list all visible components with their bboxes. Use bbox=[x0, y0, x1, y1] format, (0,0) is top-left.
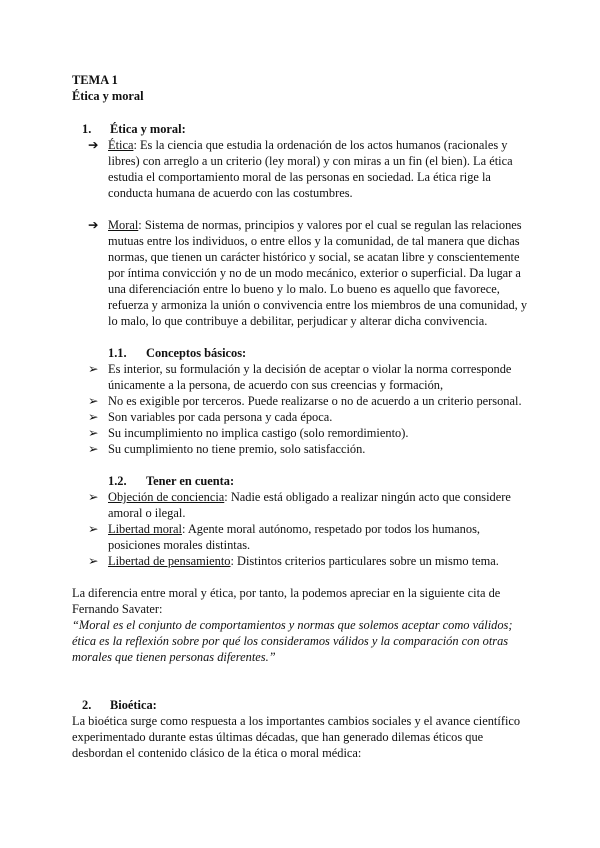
subsection-1-2-heading bbox=[108, 473, 234, 489]
subsection-1-1-number: 1.1. bbox=[108, 346, 127, 360]
triangle-bullet-icon: ➢ bbox=[88, 490, 99, 504]
section-2-number: 2. bbox=[82, 698, 92, 712]
list-item bbox=[88, 521, 528, 553]
list-item-text: Es interior, su formulación y la decisión de aceptar o violar la norma corresponde únicamente a la persona, de acuerdo con sus creencias y formación, bbox=[108, 362, 512, 392]
list-item-text: : Agente moral autónomo, respetado por todos los humanos, posiciones morales distintas. bbox=[108, 522, 480, 552]
list-item bbox=[88, 553, 528, 569]
arrow-right-icon: ➔ bbox=[88, 138, 99, 152]
list-item-text: : Nadie está obligado a realizar ningún acto que considere amoral o ilegal. bbox=[108, 490, 511, 520]
list-item-term: Objeción de conciencia bbox=[108, 490, 225, 504]
list-item bbox=[88, 393, 528, 409]
triangle-bullet-icon: ➢ bbox=[88, 362, 99, 376]
savater-intro: La diferencia entre moral y ética, por tanto, la podemos apreciar en la siguiente cita de Fernando Savater: bbox=[72, 586, 501, 616]
definition-etica-term: Ética bbox=[108, 138, 134, 152]
section-2-title: Bioética: bbox=[110, 698, 157, 712]
subsection-1-1-title: Conceptos básicos: bbox=[146, 346, 247, 360]
section-1-heading bbox=[72, 121, 528, 137]
list-item bbox=[88, 489, 528, 521]
triangle-bullet-icon: ➢ bbox=[88, 410, 99, 424]
list-item-term: Libertad de pensamiento bbox=[108, 554, 231, 568]
section-1-number: 1. bbox=[82, 122, 92, 136]
triangle-bullet-icon: ➢ bbox=[88, 522, 99, 536]
definition-moral bbox=[88, 217, 528, 329]
list-item-text: No es exigible por terceros. Puede realizarse o no de acuerdo a un criterio personal. bbox=[108, 394, 522, 408]
list-item-text: Su cumplimiento no tiene premio, solo satisfacción. bbox=[108, 442, 366, 456]
triangle-bullet-icon: ➢ bbox=[88, 554, 99, 568]
definition-etica-text: : Es la ciencia que estudia la ordenación de los actos humanos (racionales y libres) con arreglo a un criterio (ley moral) y con miras a un fin (el bien). La ética estudia el comportamiento moral de las personas en sociedad. La ética rige la conducta humana de acuerdo con las costumbres. bbox=[108, 138, 513, 200]
definition-moral-term: Moral bbox=[108, 218, 139, 232]
definition-moral-text: : Sistema de normas, principios y valores por el cual se regulan las relaciones mutuas entre los individuos, o entre ellos y la comunidad, de tal manera que dichas normas, que tienen un carácter histórico y social, se acatan libre y conscientemente por íntima convicción y no de un modo mecánico, exterior o superficial. Da lugar a una diferenciación entre lo bueno y lo malo. Lo bueno es aquello que favorece, refuerza y armoniza la unión o convivencia entre los miembros de una comunidad, y lo malo, lo que contribuye a debilitar, perjudicar y alterar dicha convivencia. bbox=[108, 218, 528, 328]
tema-subtitle: Ética y moral bbox=[72, 89, 144, 103]
section-2-heading bbox=[72, 697, 528, 713]
list-item-text: Son variables por cada persona y cada época. bbox=[108, 410, 333, 424]
triangle-bullet-icon: ➢ bbox=[88, 394, 99, 408]
section-1-title: Ética y moral: bbox=[110, 122, 186, 136]
definition-etica bbox=[88, 137, 528, 201]
list-item-text: : Distintos criterios particulares sobre un mismo tema. bbox=[230, 554, 499, 568]
triangle-bullet-icon: ➢ bbox=[88, 426, 99, 440]
savater-quote: “Moral es el conjunto de comportamientos y normas que solemos aceptar como válidos; ética es la reflexión sobre por qué los consideramos válidos y la comparación con otras morales que tienen personas diferentes.” bbox=[72, 618, 513, 664]
triangle-bullet-icon: ➢ bbox=[88, 442, 99, 456]
list-item-term: Libertad moral bbox=[108, 522, 182, 536]
section-2-text: La bioética surge como respuesta a los importantes cambios sociales y el avance científico experimentado durante estas últimas décadas, que han generado dilemas éticos que desbordan el contenido clásico de la ética o moral médica: bbox=[72, 714, 521, 760]
subsection-1-2-number: 1.2. bbox=[108, 474, 127, 488]
tema-heading: TEMA 1 bbox=[72, 73, 118, 87]
subsection-1-1-heading bbox=[108, 345, 246, 361]
list-item-text: Su incumplimiento no implica castigo (solo remordimiento). bbox=[108, 426, 409, 440]
list-item bbox=[88, 361, 528, 393]
list-item bbox=[88, 441, 528, 457]
subsection-1-2-title: Tener en cuenta: bbox=[146, 474, 235, 488]
list-item bbox=[88, 409, 528, 425]
list-item bbox=[88, 425, 528, 441]
arrow-right-icon: ➔ bbox=[88, 218, 99, 232]
